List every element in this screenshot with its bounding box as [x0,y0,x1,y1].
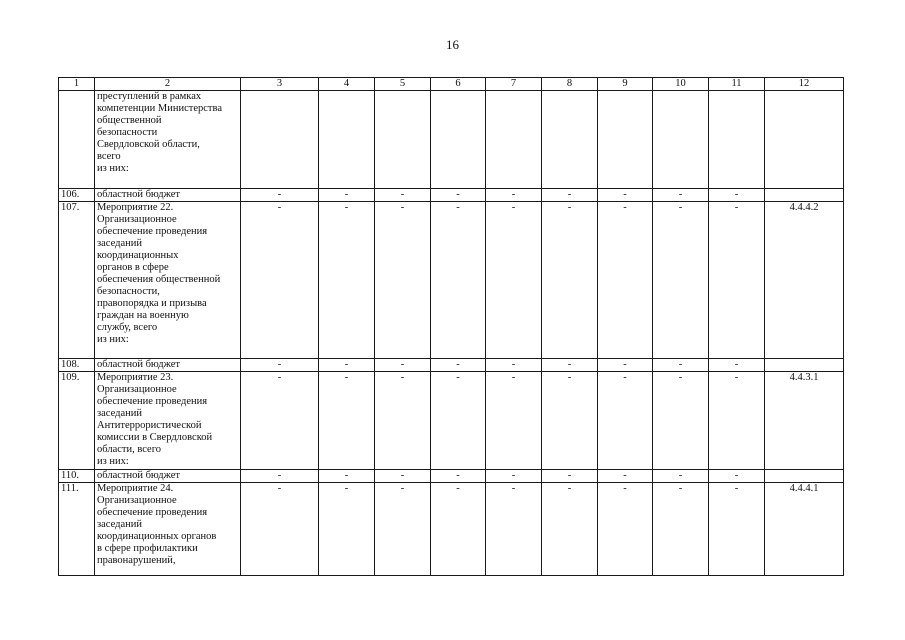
row-value: - [542,359,598,372]
table-row [59,483,844,576]
row-value: - [375,470,431,483]
row-value: - [319,372,375,470]
row-value: - [486,470,542,483]
row-value [542,91,598,189]
column-header: 8 [542,78,598,91]
column-header: 7 [486,78,542,91]
row-value: - [375,202,431,359]
row-value [709,91,765,189]
table-row [59,359,844,372]
row-value: - [431,202,486,359]
row-value: - [431,470,486,483]
budget-table [58,77,844,576]
row-value: - [431,189,486,202]
row-value: - [653,202,709,359]
row-value: - [653,470,709,483]
row-value: - [241,202,319,359]
column-header: 4 [319,78,375,91]
row-value: - [486,189,542,202]
row-value: - [598,470,653,483]
row-value: - [375,372,431,470]
row-code [765,189,844,202]
row-name: Мероприятие 22. Организационное обеспечение проведения заседаний координационных органов в сфере обеспечения общественной безопасности, правопорядка и призыва граждан на военную службу, всего из них: [95,202,241,359]
row-number: 106. [59,189,95,202]
column-header: 10 [653,78,709,91]
row-number: 109. [59,372,95,470]
row-value: - [375,359,431,372]
row-number: 107. [59,202,95,359]
column-header: 6 [431,78,486,91]
row-name: областной бюджет [95,189,241,202]
row-value: - [319,359,375,372]
row-number: 108. [59,359,95,372]
row-code: 4.4.3.1 [765,372,844,470]
column-header: 11 [709,78,765,91]
row-value [486,91,542,189]
row-name: Мероприятие 24. Организационное обеспечение проведения заседаний координационных органов в сфере профилактики правонарушений, [95,483,241,576]
row-code: 4.4.4.2 [765,202,844,359]
row-value: - [598,202,653,359]
table-row [59,91,844,189]
row-value: - [241,483,319,576]
row-name: Мероприятие 23. Организационное обеспечение проведения заседаний Антитеррористической комиссии в Свердловской области, всего из них: [95,372,241,470]
row-value: - [653,189,709,202]
row-value: - [431,483,486,576]
row-name: преступлений в рамках компетенции Министерства общественной безопасности Свердловской области, всего из них: [95,91,241,189]
row-value: - [486,359,542,372]
column-header: 9 [598,78,653,91]
table-row [59,202,844,359]
row-value: - [375,189,431,202]
header-row [59,78,844,91]
row-value: - [709,202,765,359]
row-value: - [319,470,375,483]
row-value: - [542,470,598,483]
row-code [765,359,844,372]
row-name: областной бюджет [95,470,241,483]
row-value: - [653,483,709,576]
row-value: - [241,189,319,202]
row-value: - [709,359,765,372]
row-value: - [375,483,431,576]
table-row [59,189,844,202]
row-code [765,470,844,483]
row-value: - [709,372,765,470]
row-value: - [598,372,653,470]
row-value: - [486,483,542,576]
row-value: - [431,372,486,470]
row-value: - [709,470,765,483]
row-value: - [241,359,319,372]
table-row [59,470,844,483]
column-header: 1 [59,78,95,91]
row-value: - [653,359,709,372]
row-value: - [598,189,653,202]
table-row [59,372,844,470]
column-header: 2 [95,78,241,91]
row-number: 111. [59,483,95,576]
row-value: - [542,189,598,202]
row-value [653,91,709,189]
row-value [375,91,431,189]
row-value: - [486,202,542,359]
column-header: 5 [375,78,431,91]
row-value: - [319,202,375,359]
row-value: - [598,359,653,372]
row-value: - [241,372,319,470]
row-number: 110. [59,470,95,483]
row-name: областной бюджет [95,359,241,372]
column-header: 12 [765,78,844,91]
row-value: - [542,483,598,576]
row-value [241,91,319,189]
row-code [765,91,844,189]
row-value: - [542,202,598,359]
row-value: - [319,189,375,202]
row-value: - [486,372,542,470]
row-value: - [709,189,765,202]
row-value [598,91,653,189]
row-number [59,91,95,189]
row-value: - [319,483,375,576]
row-value: - [241,470,319,483]
row-value [319,91,375,189]
row-code: 4.4.4.1 [765,483,844,576]
column-header: 3 [241,78,319,91]
row-value: - [542,372,598,470]
row-value: - [598,483,653,576]
row-value [431,91,486,189]
row-value: - [653,372,709,470]
row-value: - [709,483,765,576]
page-number: 16 [446,37,459,52]
row-value: - [431,359,486,372]
